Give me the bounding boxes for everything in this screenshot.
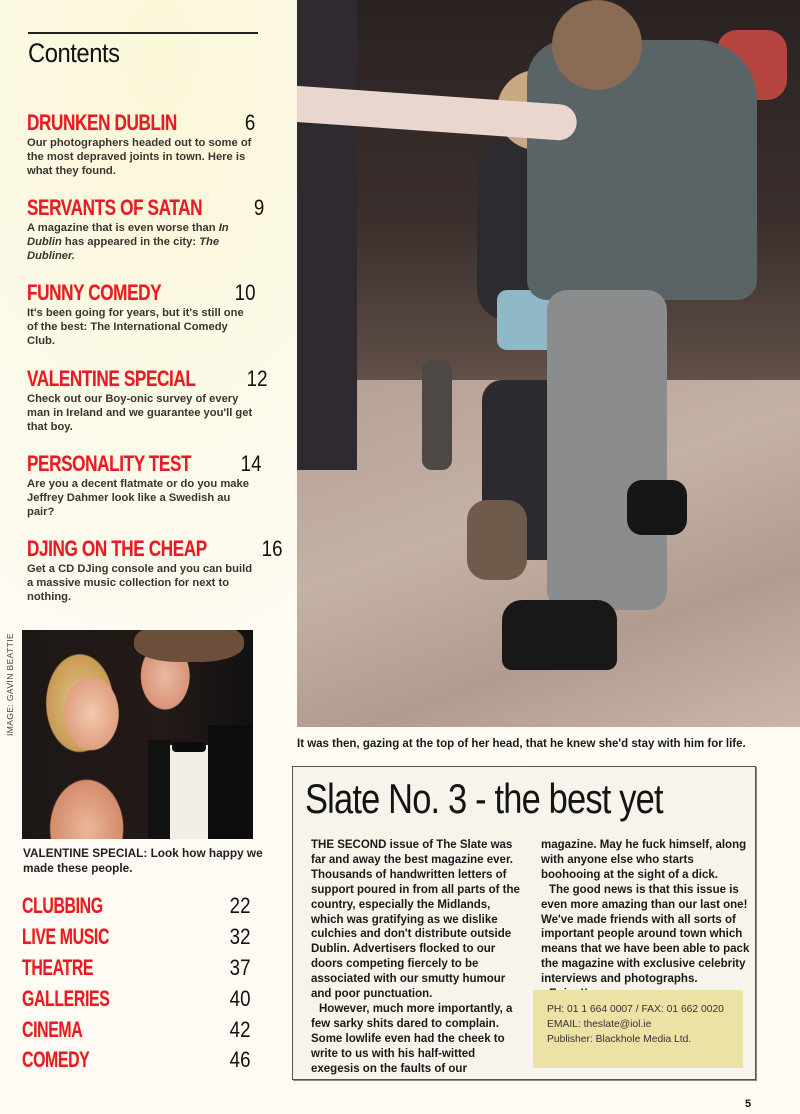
section-page-number: 22 <box>229 893 250 919</box>
section-label: COMEDY <box>22 1047 90 1073</box>
photo-credit: IMAGE: GAVIN BEATTIE <box>5 632 15 736</box>
section-item-comedy[interactable] <box>22 1045 252 1076</box>
feature-item-servants-of-satan[interactable] <box>27 195 264 263</box>
editorial-paragraph: THE SECOND issue of The Slate was far and away the best magazine ever. Thousands of handwritten letters of support poured in from all parts of the country, especially the Midlands, which was gratifying as we dislike culchies and don't distribute outside Dublin. Advertisers flocked to our doors competing fiercely to be associated with our smutty humour and poor punctuation. <box>311 839 520 1001</box>
feature-description: Are you a decent flatmate or do you make Jeffrey Dahmer look like a Swedish au pair? <box>27 478 249 518</box>
editorial-box <box>292 766 756 1080</box>
feature-title: SERVANTS OF SATAN <box>27 195 203 220</box>
section-label: THEATRE <box>22 954 94 980</box>
contact-box <box>533 990 743 1068</box>
feature-title: PERSONALITY TEST <box>27 451 192 476</box>
feature-description: Get a CD DJing console and you can build a massive music collection for next to nothing. <box>27 563 253 603</box>
section-label: CLUBBING <box>22 893 103 919</box>
feature-item-djing-on-the-cheap[interactable] <box>27 536 283 604</box>
feature-page-number: 9 <box>253 195 264 220</box>
section-label: CINEMA <box>22 1016 83 1042</box>
feature-page-number: 12 <box>246 366 268 391</box>
editorial-title: Slate No. 3 - the best yet <box>305 775 663 822</box>
editorial-paragraph: magazine. May he fuck himself, along with anyone else who starts boohooing at the sight of a dick. <box>541 839 747 881</box>
section-page-number: 42 <box>229 1016 250 1042</box>
publisher: Publisher: Blackhole Media Ltd. <box>547 1034 692 1046</box>
feature-title: DRUNKEN DUBLIN <box>27 110 177 135</box>
section-label: LIVE MUSIC <box>22 924 110 950</box>
feature-item-drunken-dublin[interactable] <box>27 110 257 178</box>
editorial-paragraph: However, much more importantly, a few sarky shits dared to complain. Some lowlife even had the cheek to write to us with his half-witted exegesis on the faults of our <box>311 1002 513 1075</box>
feature-item-personality-test[interactable] <box>27 451 262 519</box>
feature-page-number: 14 <box>241 451 262 476</box>
feature-page-number: 6 <box>244 110 255 135</box>
section-page-number: 37 <box>229 954 250 980</box>
phone-fax: PH: 01 1 664 0007 / FAX: 01 662 0020 <box>547 1004 724 1015</box>
feature-page-number: 16 <box>261 536 283 561</box>
section-item-live-music[interactable] <box>22 922 252 953</box>
section-page-number: 46 <box>229 1047 250 1073</box>
feature-description: It's been going for years, but it's still one of the best: The International Comedy Club. <box>27 307 244 347</box>
top-rule <box>28 32 258 34</box>
bow-tie-shape <box>172 742 206 752</box>
feature-item-valentine-special[interactable] <box>27 366 268 434</box>
feature-description: Our photographers headed out to some of the most depraved joints in town. Here is what they found. <box>27 137 252 177</box>
feature-title: FUNNY COMEDY <box>27 280 162 305</box>
feature-description: A magazine that is even worse than In Dublin has appeared in the city: The Dubliner. <box>27 222 229 262</box>
publication-name: The Dubliner. <box>27 236 220 262</box>
section-item-galleries[interactable] <box>22 983 252 1014</box>
small-photo-caption: VALENTINE SPECIAL: Look how happy we made these people. <box>23 846 263 875</box>
feature-page-number: 10 <box>234 280 255 305</box>
feature-title: VALENTINE SPECIAL <box>27 366 196 391</box>
editorial-column-left <box>311 838 523 1077</box>
section-label: GALLERIES <box>22 985 110 1011</box>
email-link[interactable]: EMAIL: theslate@iol.ie <box>547 1019 652 1031</box>
publication-name: In Dublin <box>27 222 229 248</box>
valentine-couple-photo <box>22 630 253 839</box>
section-item-clubbing[interactable] <box>22 891 252 922</box>
feature-item-funny-comedy[interactable] <box>27 280 257 348</box>
section-item-cinema[interactable] <box>22 1014 252 1045</box>
main-photo-caption: It was then, gazing at the top of her head, that he knew she'd stay with him for life. <box>297 738 746 750</box>
page-title: Contents <box>28 38 120 68</box>
section-page-number: 32 <box>229 924 250 950</box>
section-item-theatre[interactable] <box>22 953 252 984</box>
page-number: 5 <box>745 1098 752 1110</box>
dancefloor-photo <box>297 0 800 727</box>
section-list <box>22 891 252 1076</box>
editorial-column-right <box>541 838 753 1002</box>
feature-description: Check out our Boy-onic survey of every man in Ireland and we guarantee you'll get that boy. <box>27 393 253 433</box>
section-page-number: 40 <box>229 985 250 1011</box>
editorial-paragraph: The good news is that this issue is even more amazing than our last one! We've made friends with all sorts of important people around town which means that we have been able to pack the magazine with exclusive celebrity interviews and photographs. <box>541 883 750 986</box>
feature-title: DJING ON THE CHEAP <box>27 536 207 561</box>
